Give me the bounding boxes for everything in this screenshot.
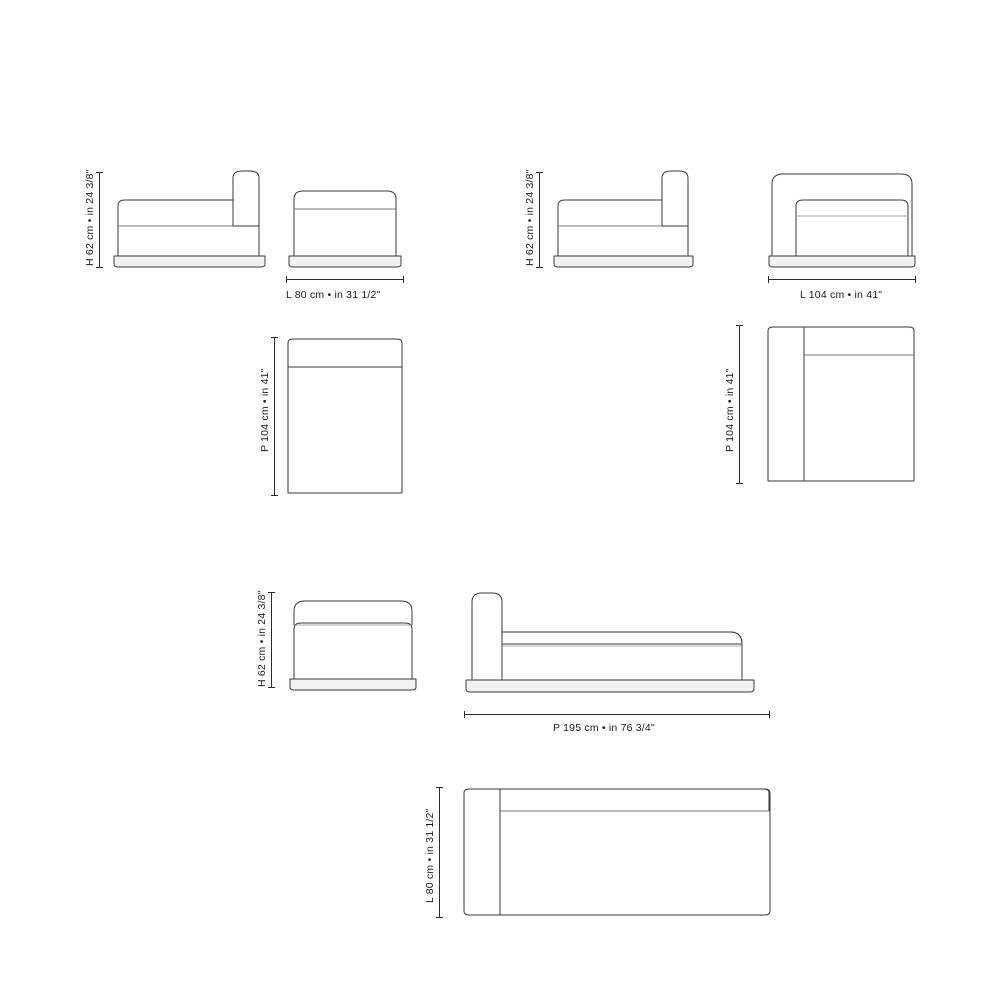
dimension-tick-bottom xyxy=(736,483,743,484)
dimension-tick-bottom xyxy=(268,687,275,688)
dimension-tick-left xyxy=(768,276,769,283)
dimension-line-height-62-right xyxy=(539,172,540,267)
dimension-label-length-80: L 80 cm • in 31 1/2" xyxy=(286,289,381,301)
dimension-tick-top xyxy=(736,325,743,326)
dimension-line-depth-195 xyxy=(464,714,770,715)
view-1-front-elevation xyxy=(286,181,404,273)
view-2-front-elevation xyxy=(768,170,916,274)
dimension-label-height-62-bottom: H 62 cm • in 24 3/8" xyxy=(256,590,268,687)
dimension-tick-bottom xyxy=(96,267,103,268)
dimension-line-height-62-left xyxy=(99,172,100,267)
dimension-tick-left xyxy=(286,276,287,283)
dimension-line-depth-104-right xyxy=(739,325,740,483)
dimension-tick-right xyxy=(915,276,916,283)
dimension-tick-top xyxy=(96,172,103,173)
dimension-label-length-104: L 104 cm • in 41" xyxy=(800,289,883,301)
dimension-tick-bottom xyxy=(271,495,278,496)
view-3-side-elevation xyxy=(288,595,418,699)
view-3-long-elevation xyxy=(464,590,770,700)
dimension-label-depth-104-left: P 104 cm • in 41" xyxy=(259,368,271,452)
dimension-tick-bottom xyxy=(536,267,543,268)
dimension-line-depth-104-left xyxy=(274,337,275,495)
dimension-line-length-104 xyxy=(768,279,916,280)
dimension-label-width-80: L 80 cm • in 31 1/2" xyxy=(424,808,436,903)
dimension-tick-top xyxy=(268,592,275,593)
dimension-line-length-80 xyxy=(286,279,404,280)
dimension-tick-right xyxy=(769,711,770,718)
dimension-label-depth-195: P 195 cm • in 76 3/4" xyxy=(553,722,655,734)
dimension-tick-top xyxy=(536,172,543,173)
dimension-label-height-62-right: H 62 cm • in 24 3/8" xyxy=(524,169,536,266)
dimension-tick-bottom xyxy=(436,917,443,918)
view-1-side-elevation xyxy=(112,168,272,274)
dimension-line-height-62-bottom xyxy=(271,592,272,687)
view-2-top-plan xyxy=(766,325,916,483)
dimension-tick-right xyxy=(403,276,404,283)
dimension-tick-top xyxy=(436,787,443,788)
dimension-tick-left xyxy=(464,711,465,718)
dimension-label-height-62-left: H 62 cm • in 24 3/8" xyxy=(84,169,96,266)
view-3-top-plan xyxy=(462,787,772,917)
dimension-label-depth-104-right: P 104 cm • in 41" xyxy=(724,368,736,452)
view-1-top-plan xyxy=(286,337,404,495)
view-2-side-elevation xyxy=(552,168,700,274)
dimension-line-width-80 xyxy=(439,787,440,917)
dimension-tick-top xyxy=(271,337,278,338)
